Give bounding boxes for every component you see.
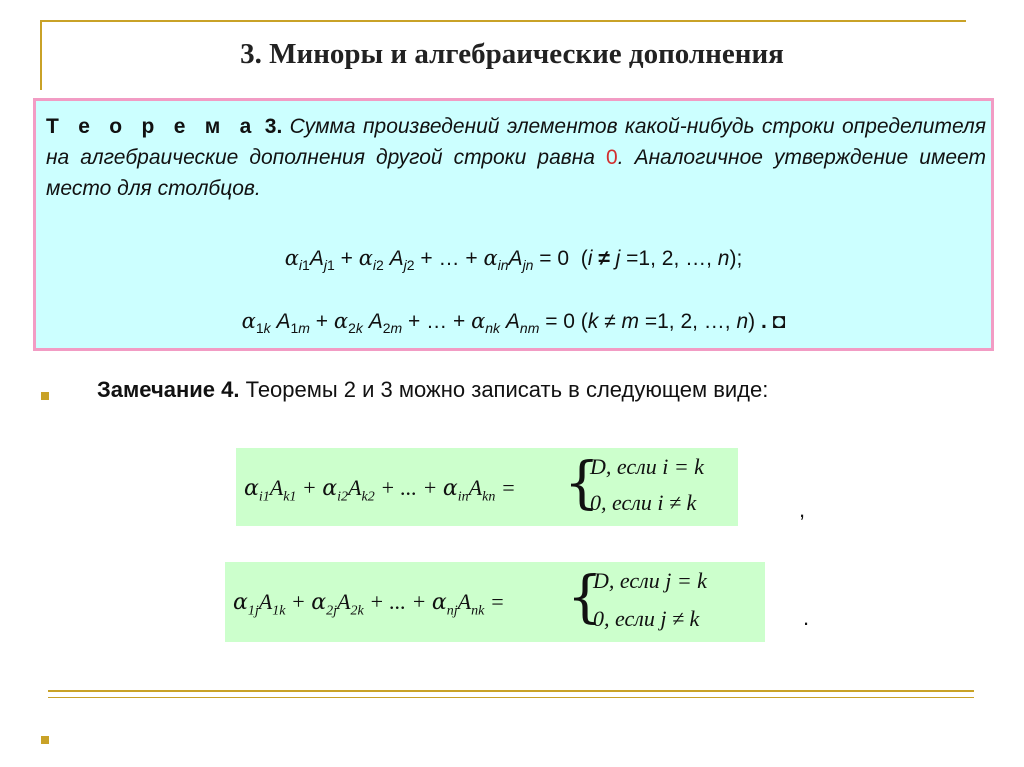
formula-rows-lhs: $\alpha_{i1}A_{k1} + \alpha_{i2}A_{k2}$ + ... + $\alpha_{in}A_{kn}$ = xyxy=(244,475,516,505)
case-equal: D, если j = k xyxy=(593,568,707,593)
case-equal: D, если i = k xyxy=(590,454,704,479)
theorem-text xyxy=(46,111,986,204)
theorem-number: 3. xyxy=(264,115,283,138)
bullet-square-icon xyxy=(41,736,49,744)
theorem-statement-2: . Аналогичное утверждение имеет место для столбцов. xyxy=(46,146,986,200)
formula-box-rows xyxy=(236,448,738,526)
remark-text xyxy=(97,377,768,403)
remark-body: Теоремы 2 и 3 можно записать в следующем виде: xyxy=(239,377,769,402)
brace-icon: { xyxy=(564,451,600,516)
top-border-line xyxy=(40,20,966,22)
formula-columns-lhs: $\alpha_{1j}A_{1k} + \alpha_{2j}A_{2k}$ + ... + $\alpha_{nj}A_{nk}$ = xyxy=(233,589,505,619)
bottom-border-line-thin xyxy=(48,697,974,698)
theorem-label: Т е о р е м а xyxy=(46,115,258,138)
separator-comma: , xyxy=(799,497,806,522)
case-not-equal: 0, если i ≠ k xyxy=(590,490,697,515)
formula-box-columns xyxy=(225,562,765,642)
theorem-box xyxy=(33,98,994,351)
remark-label: Замечание 4. xyxy=(97,377,240,402)
bottom-border-line xyxy=(48,690,974,692)
bullet-square-icon xyxy=(41,392,49,400)
theorem-statement-1: Сумма произведений элементов какой-нибудь строки определителя на алгебраические дополнения другой строки равна xyxy=(46,115,986,169)
end-dot: . xyxy=(803,605,810,630)
brace-icon: { xyxy=(567,565,603,630)
theorem-formula-rows: $\alpha_{i1}A_{j1} + \alpha_{i2}$ $A_{j2}$ + … + $\alpha_{in}A_{jn} = 0$ (i ≠ j =1, 2, …, n); xyxy=(284,246,743,274)
theorem-zero: 0 xyxy=(606,146,618,169)
case-not-equal: 0, если j ≠ k xyxy=(593,606,700,631)
slide-title: 3. Миноры и алгебраические дополнения xyxy=(240,38,784,70)
theorem-formula-columns: $\alpha_{1k}$ $A_{1m} + \alpha_{2k}$ $A_{2m}$ + … + $\alpha_{nk}$ $A_{nm} = 0$ (k ≠ m =1, 2, …, n) . ◘ xyxy=(241,309,786,337)
